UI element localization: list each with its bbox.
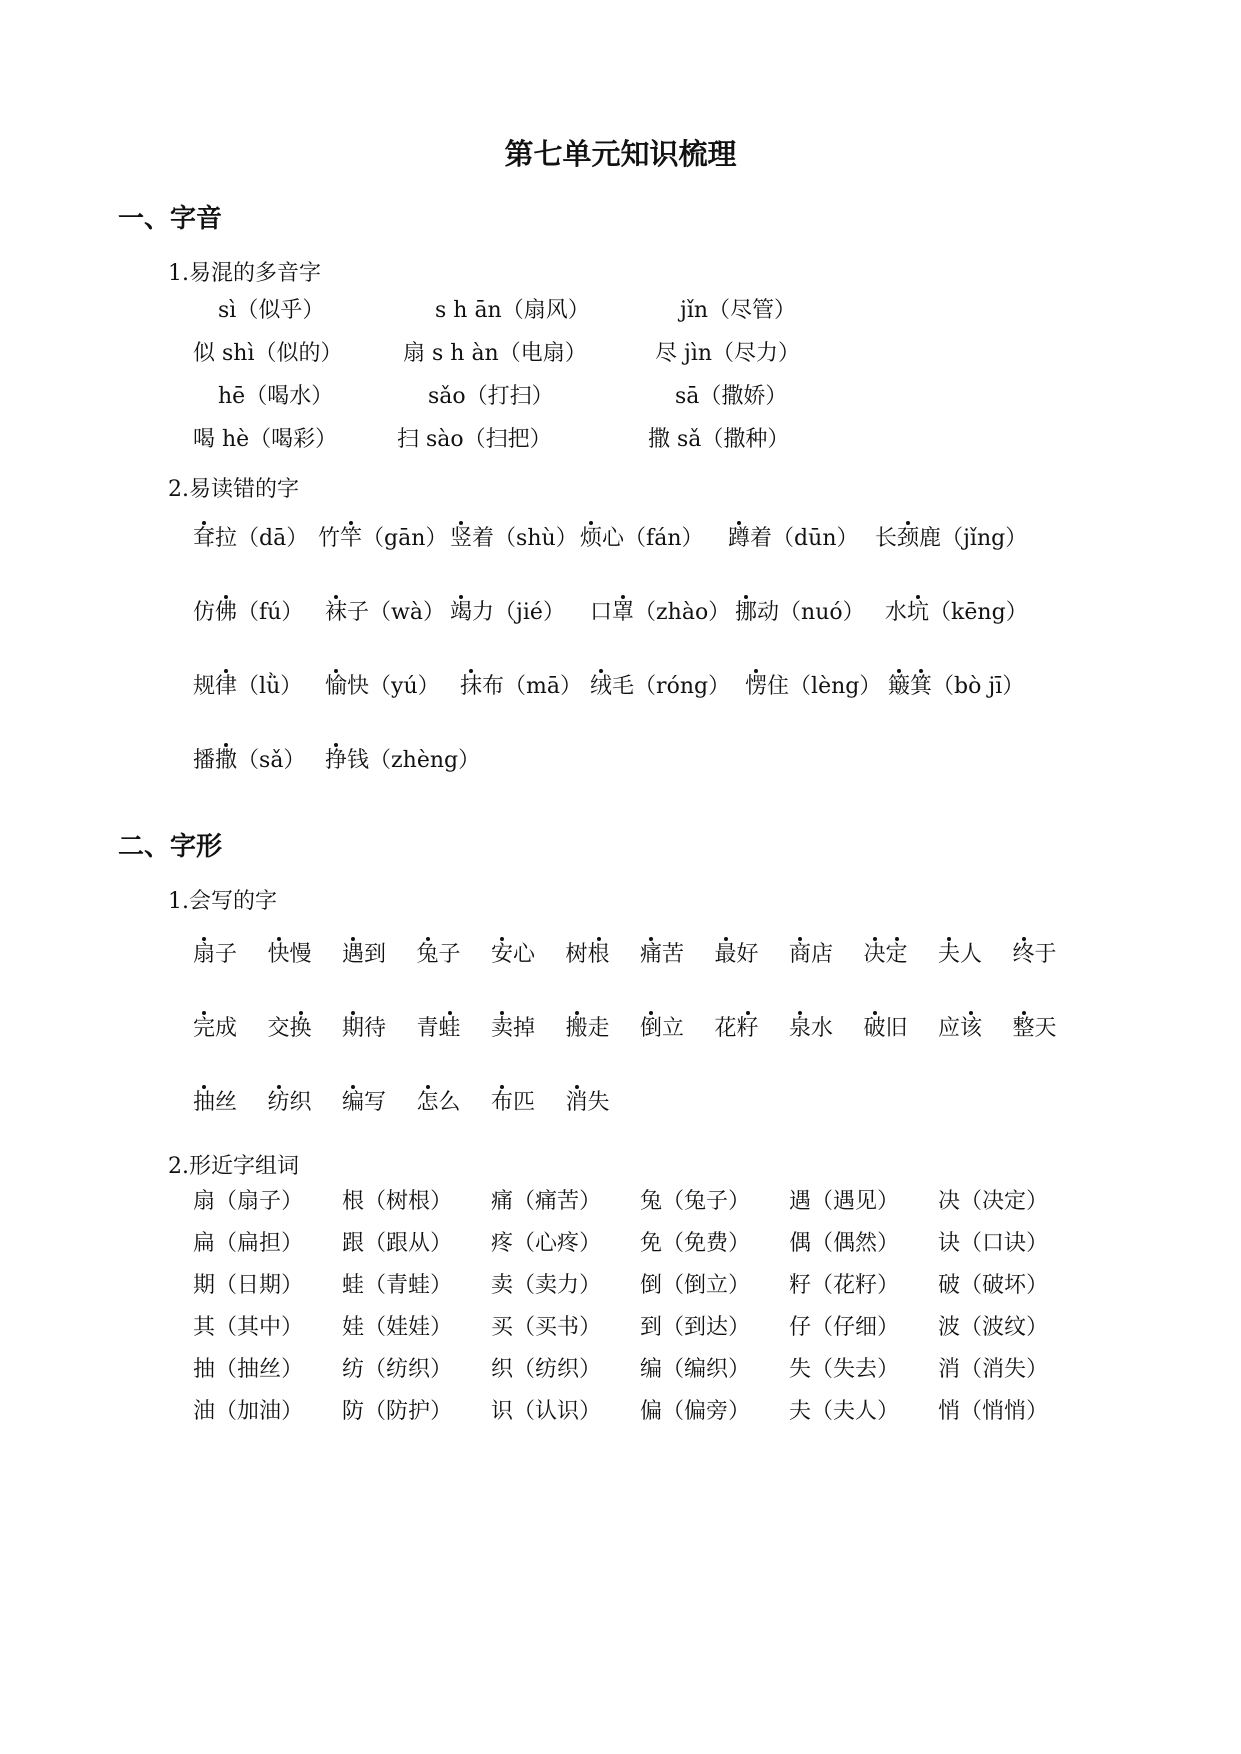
emphasis-dot-char: 蹲 — [728, 526, 751, 551]
page-title: 第七单元知识梳理 — [504, 137, 737, 171]
write-word: 期待 — [342, 1016, 387, 1041]
section-heading-pronunciation: 一、字音 — [118, 204, 223, 234]
emphasis-dot-char: 抹 — [460, 674, 483, 699]
misread-word: 袜子（wà） — [325, 600, 446, 625]
write-word: 遇到 — [342, 942, 387, 967]
polyphonic-item: 似 shì（似的） — [193, 341, 343, 366]
similar-char-item: 籽（花籽） — [789, 1273, 900, 1298]
polyphonic-item: sǎo（打扫） — [428, 384, 554, 409]
emphasis-dot-char: 终 — [1012, 942, 1035, 967]
emphasis-dot-char: 整 — [1012, 1016, 1035, 1041]
write-word: 泉水 — [789, 1016, 834, 1041]
section-heading-character-form: 二、字形 — [118, 832, 223, 862]
write-word: 树根 — [565, 942, 610, 967]
similar-char-item: 悄（悄悄） — [938, 1399, 1049, 1424]
polyphonic-item: 扫 sào（扫把） — [397, 427, 552, 452]
write-word: 交换 — [267, 1016, 312, 1041]
emphasis-dot-char: 罩 — [612, 600, 635, 625]
misread-word: 挪动（nuó） — [735, 600, 865, 625]
similar-char-item: 其（其中） — [193, 1315, 304, 1340]
write-word: 最好 — [714, 942, 759, 967]
subsection-label-write: 1.会写的字 — [168, 889, 277, 914]
misread-word: 簸箕（bò jī） — [888, 674, 1025, 699]
emphasis-dot-char: 破 — [863, 1016, 886, 1041]
write-word: 兔子 — [416, 942, 461, 967]
similar-char-item: 编（编织） — [640, 1357, 751, 1382]
write-word: 抽丝 — [193, 1090, 238, 1115]
emphasis-dot-char: 竿 — [340, 526, 363, 551]
similar-char-item: 兔（兔子） — [640, 1189, 751, 1214]
write-word: 终于 — [1012, 942, 1057, 967]
emphasis-dot-char: 烦 — [580, 526, 603, 551]
misread-word: 长颈鹿（jǐng） — [875, 526, 1028, 551]
write-word: 纺织 — [267, 1090, 312, 1115]
write-word: 花籽 — [714, 1016, 759, 1041]
emphasis-dot-char: 夫 — [938, 942, 961, 967]
emphasis-dot-char: 竖 — [450, 526, 473, 551]
emphasis-dot-char: 簸 — [888, 674, 911, 699]
emphasis-dot-char: 快 — [267, 942, 290, 967]
write-word: 夫人 — [938, 942, 983, 967]
misread-word: 竹竿（gān） — [318, 526, 448, 551]
misread-word: 烦心（fán） — [580, 526, 704, 551]
similar-char-item: 仔（仔细） — [789, 1315, 900, 1340]
emphasis-dot-char: 撒 — [215, 748, 238, 773]
polyphonic-item: hē（喝水） — [218, 384, 334, 409]
misread-word: 规律（lǜ） — [193, 674, 303, 699]
misread-word: 口罩（zhào） — [590, 600, 731, 625]
emphasis-dot-char: 律 — [215, 674, 238, 699]
write-word: 安心 — [491, 942, 536, 967]
similar-char-item: 防（防护） — [342, 1399, 453, 1424]
misread-word: 蹲着（dūn） — [728, 526, 859, 551]
write-word — [864, 944, 908, 966]
emphasis-dot-char: 期 — [342, 1016, 365, 1041]
polyphonic-item: jǐn（尽管） — [680, 298, 797, 323]
misread-word: 仿佛（fú） — [193, 600, 304, 625]
emphasis-dot-char: 布 — [491, 1090, 514, 1115]
similar-char-item: 根（树根） — [342, 1189, 453, 1214]
similar-char-item: 偏（偏旁） — [640, 1399, 751, 1424]
emphasis-dot-char: 籽 — [736, 1016, 759, 1041]
write-word: 商店 — [789, 942, 834, 967]
emphasis-dot-char: 蛙 — [438, 1016, 461, 1041]
write-word: 完成 — [193, 1016, 238, 1041]
write-word: 青蛙 — [416, 1016, 461, 1041]
write-word: 怎么 — [416, 1090, 461, 1115]
emphasis-dot-char: 兔 — [416, 942, 439, 967]
emphasis-dot-char: 倒 — [640, 1016, 663, 1041]
similar-char-item: 跟（跟从） — [342, 1231, 453, 1256]
misread-word: 绒毛（róng） — [590, 674, 731, 699]
emphasis-dot-char: 抽 — [193, 1090, 216, 1115]
emphasis-dot-char: 颈 — [897, 526, 920, 551]
similar-char-item: 织（纺织） — [491, 1357, 602, 1382]
similar-char-item: 娃（娃娃） — [342, 1315, 453, 1340]
emphasis-dot-char: 愣 — [745, 674, 768, 699]
write-word: 布匹 — [491, 1090, 536, 1115]
similar-char-item: 痛（痛苦） — [491, 1189, 602, 1214]
emphasis-dot-char: 耷 — [193, 526, 216, 551]
write-word: 破旧 — [863, 1016, 908, 1041]
subsection-label-misread: 2.易读错的字 — [168, 477, 299, 502]
polyphonic-item: 扇 s h àn（电扇） — [403, 341, 587, 366]
emphasis-dot-char: 坑 — [907, 600, 930, 625]
emphasis-dot-char: 编 — [342, 1090, 365, 1115]
emphasis-dot-char: 该 — [960, 1016, 983, 1041]
subsection-label-polyphonic: 1.易混的多音字 — [168, 261, 321, 286]
misread-word: 愣住（lèng） — [745, 674, 882, 699]
emphasis-dot-char: 根 — [587, 942, 610, 967]
polyphonic-item: s h ān（扇风） — [435, 298, 590, 323]
similar-char-item: 扁（扁担） — [193, 1231, 304, 1256]
misread-word: 耷拉（dā） — [193, 526, 309, 551]
write-word: 痛苦 — [640, 942, 685, 967]
emphasis-dot-char: 挪 — [735, 600, 758, 625]
similar-char-item: 偶（偶然） — [789, 1231, 900, 1256]
emphasis-dot-char: 绒 — [590, 674, 613, 699]
write-word: 整天 — [1012, 1016, 1057, 1041]
polyphonic-item: 喝 hè（喝彩） — [193, 427, 338, 452]
similar-char-item: 决（决定） — [938, 1189, 1049, 1214]
emphasis-dot-char: 最 — [714, 942, 737, 967]
write-word: 扇子 — [193, 942, 238, 967]
emphasis-dot-char: 消 — [565, 1090, 588, 1115]
misread-word: 水坑（kēng） — [885, 600, 1028, 625]
emphasis-dot-char: 完 — [193, 1016, 216, 1041]
similar-char-item: 识（认识） — [491, 1399, 602, 1424]
similar-char-item: 倒（倒立） — [640, 1273, 751, 1298]
subsection-label-similar: 2.形近字组词 — [168, 1154, 299, 1179]
emphasis-dot-char: 搬 — [565, 1016, 588, 1041]
emphasis-dot-char: 遇 — [342, 942, 365, 967]
emphasis-dot-char: 泉 — [789, 1016, 812, 1041]
similar-char-item: 抽（抽丝） — [193, 1357, 304, 1382]
emphasis-dot-char: 怎 — [416, 1090, 439, 1115]
emphasis-dot-char: 竭 — [450, 600, 473, 625]
similar-char-item: 遇（遇见） — [789, 1189, 900, 1214]
similar-char-item: 纺（纺织） — [342, 1357, 453, 1382]
misread-word: 播撒（sǎ） — [193, 748, 306, 773]
polyphonic-item: 撒 sǎ（撒种） — [648, 427, 790, 452]
misread-word: 竖着（shù） — [450, 526, 578, 551]
write-word: 搬走 — [565, 1016, 610, 1041]
similar-char-item: 破（破坏） — [938, 1273, 1049, 1298]
emphasis-dot-char: 换 — [289, 1016, 312, 1041]
similar-char-item: 免（免费） — [640, 1231, 751, 1256]
emphasis-dot-char: 扇 — [193, 942, 216, 967]
emphasis-dot-char: 决 — [863, 942, 886, 967]
write-word: 快慢 — [267, 942, 312, 967]
similar-char-item: 蛙（青蛙） — [342, 1273, 453, 1298]
misread-word: 挣钱（zhèng） — [325, 748, 481, 773]
similar-char-item: 失（失去） — [789, 1357, 900, 1382]
emphasis-dot-char: 纺 — [267, 1090, 290, 1115]
similar-char-item: 到（到达） — [640, 1315, 751, 1340]
polyphonic-item: 尽 jìn（尽力） — [655, 341, 801, 366]
emphasis-dot-char: 卖 — [491, 1016, 514, 1041]
similar-char-item: 卖（卖力） — [491, 1273, 602, 1298]
misread-word: 竭力（jié） — [450, 600, 565, 625]
similar-char-item: 消（消失） — [938, 1357, 1049, 1382]
write-word: 卖掉 — [491, 1016, 536, 1041]
emphasis-dot-char: 定 — [885, 942, 908, 967]
emphasis-dot-char: 箕 — [910, 674, 933, 699]
similar-char-item: 波（波纹） — [938, 1315, 1049, 1340]
misread-word: 愉快（yú） — [325, 674, 440, 699]
emphasis-dot-char: 佛 — [215, 600, 238, 625]
write-word: 消失 — [565, 1090, 610, 1115]
misread-word: 抹布（mā） — [460, 674, 583, 699]
similar-char-item: 扇（扇子） — [193, 1189, 304, 1214]
write-word: 编写 — [342, 1090, 387, 1115]
similar-char-item: 期（日期） — [193, 1273, 304, 1298]
polyphonic-item: sì（似乎） — [218, 298, 325, 323]
emphasis-dot-char: 挣 — [325, 748, 348, 773]
emphasis-dot-char: 安 — [491, 942, 514, 967]
polyphonic-item: sā（撒娇） — [675, 384, 788, 409]
emphasis-dot-char: 痛 — [640, 942, 663, 967]
write-word: 倒立 — [640, 1016, 685, 1041]
emphasis-dot-char: 袜 — [325, 600, 348, 625]
similar-char-item: 诀（口诀） — [938, 1231, 1049, 1256]
similar-char-item: 买（买书） — [491, 1315, 602, 1340]
emphasis-dot-char: 愉 — [325, 674, 348, 699]
similar-char-item: 夫（夫人） — [789, 1399, 900, 1424]
write-word: 应该 — [938, 1016, 983, 1041]
similar-char-item: 油（加油） — [193, 1399, 304, 1424]
similar-char-item: 疼（心疼） — [491, 1231, 602, 1256]
emphasis-dot-char: 商 — [789, 942, 812, 967]
